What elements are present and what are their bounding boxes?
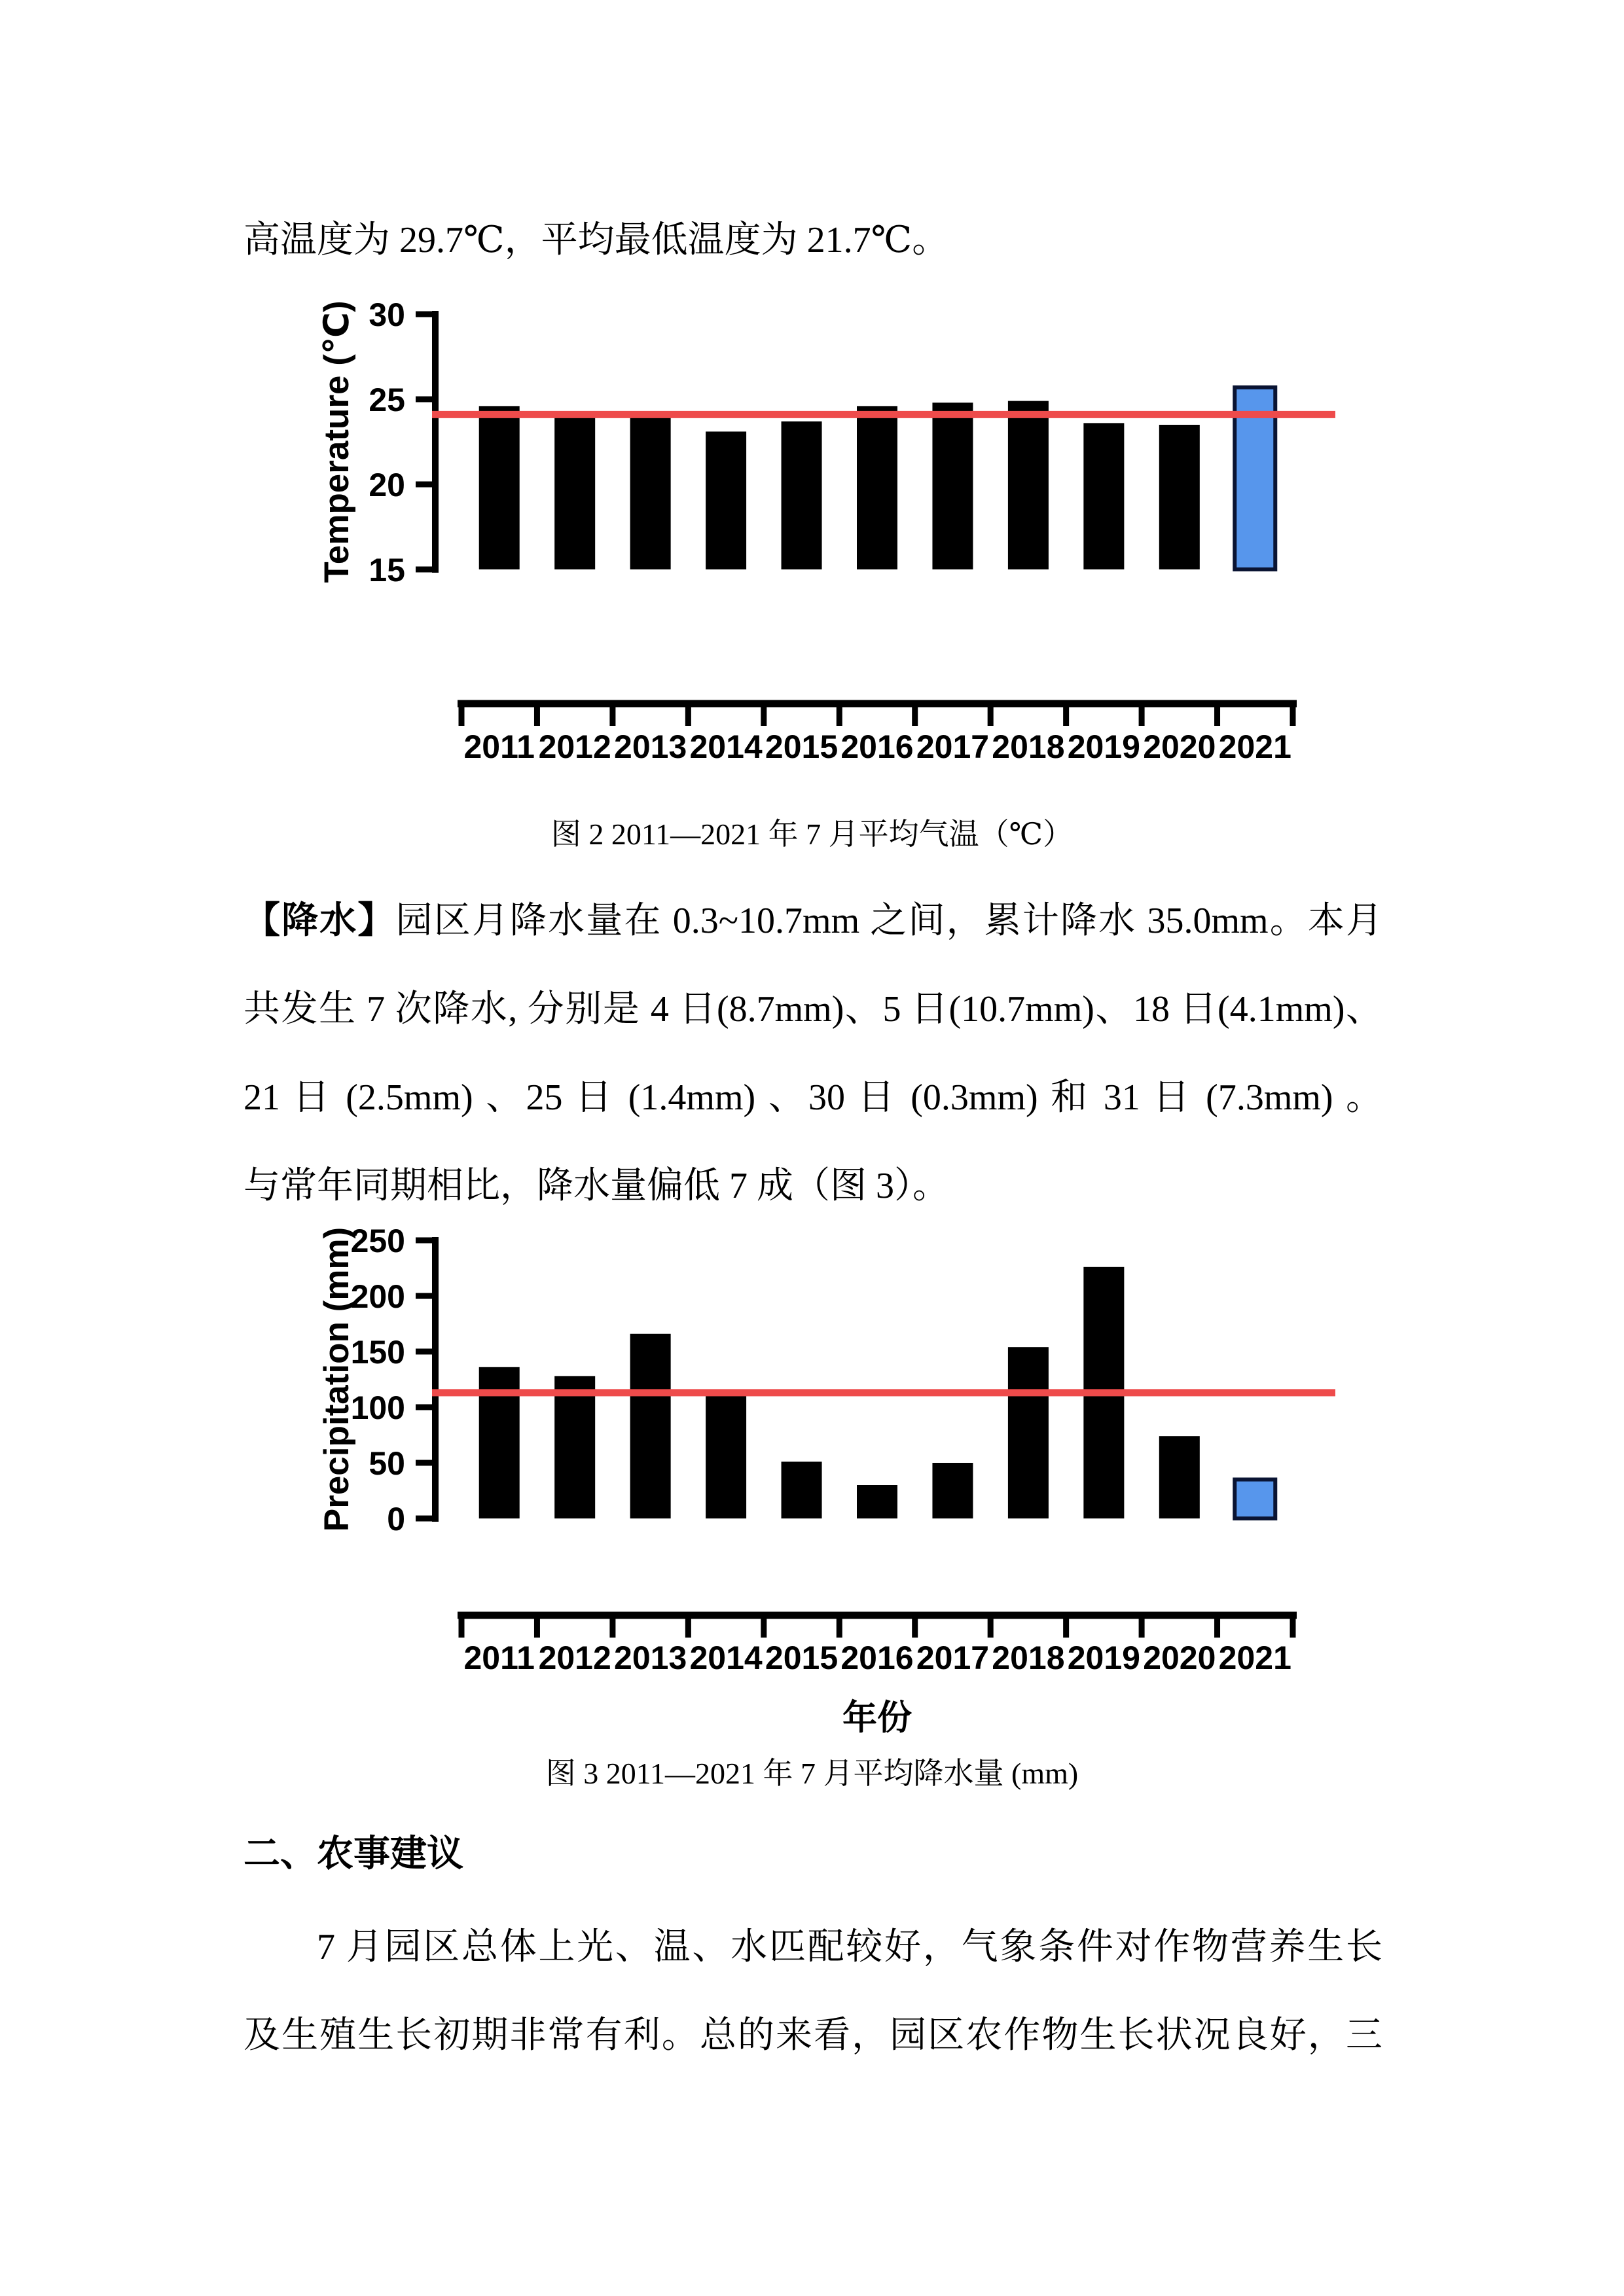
x-tick-label: 2021 (1218, 1640, 1291, 1676)
x-tick-label: 2017 (916, 1640, 990, 1676)
y-tick-label: 50 (369, 1445, 405, 1482)
y-tick-label: 250 (350, 1224, 405, 1259)
bar-2011 (479, 406, 520, 569)
section-heading: 二、农事建议 (244, 1834, 463, 1874)
figure-2-caption: 图 2 2011—2021 年 7 月平均气温（℃） (550, 817, 1074, 851)
y-tick-label: 20 (369, 467, 405, 503)
precip-paragraph-line-4: 与常年同期相比，降水量偏低 7 成（图 3）。 (244, 1166, 949, 1206)
bar-2013 (630, 1334, 671, 1518)
x-tick-label: 2015 (765, 1640, 839, 1676)
bar-2012 (554, 1376, 595, 1518)
x-tick-label: 2011 (463, 1640, 535, 1676)
x-tick-label: 2012 (538, 1640, 611, 1676)
y-axis-title: Temperature (℃) (317, 300, 356, 583)
bar-2017 (932, 1463, 973, 1518)
bar-2016 (857, 1485, 897, 1518)
advice-paragraph-line-1: 7 月园区总体上光、温、水匹配较好，气象条件对作物营养生长 (317, 1927, 1382, 1967)
bar-2015 (782, 1462, 822, 1518)
bar-2019 (1083, 423, 1124, 569)
y-tick-label: 200 (350, 1278, 405, 1315)
x-tick-label: 2013 (614, 728, 687, 765)
y-tick-label: 25 (369, 382, 405, 418)
y-tick-label: 15 (369, 552, 405, 588)
bar-2020 (1159, 425, 1200, 569)
x-tick-label: 2021 (1218, 728, 1291, 765)
precip-paragraph-line-3: 21 日 (2.5mm) 、25 日 (1.4mm) 、30 日 (0.3mm) 和 31 日 (7.3mm) 。 (244, 1077, 1383, 1118)
y-tick-label: 0 (387, 1501, 405, 1537)
x-tick-label: 2011 (463, 728, 535, 765)
x-tick-label: 2014 (689, 1640, 763, 1676)
intro-line: 高温度为 29.7℃，平均最低温度为 21.7℃。 (244, 220, 949, 260)
figure-2-temperature-chart (301, 295, 1348, 805)
y-tick-label: 100 (350, 1390, 405, 1426)
x-tick-label: 2013 (614, 1640, 687, 1676)
x-tick-label: 2015 (765, 728, 839, 765)
bar-2015 (782, 422, 822, 569)
x-tick-label: 2019 (1067, 728, 1140, 765)
figure-3-precipitation-chart (301, 1224, 1348, 1748)
x-tick-label: 2016 (840, 728, 914, 765)
bar-2018 (1008, 401, 1049, 569)
bar-2014 (706, 1391, 746, 1518)
precipitation-bar-chart (301, 1224, 1348, 1748)
x-axis-title: 年份 (842, 1698, 912, 1737)
bar-2012 (554, 416, 595, 569)
y-tick-label: 30 (369, 296, 405, 333)
x-tick-label: 2017 (916, 728, 990, 765)
temperature-bar-chart (301, 295, 1348, 805)
x-tick-label: 2014 (689, 728, 763, 765)
precip-section-label: 【降水】 (244, 901, 396, 941)
x-tick-label: 2016 (840, 1640, 914, 1676)
figure-3-caption: 图 3 2011—2021 年 7 月平均降水量 (mm) (545, 1757, 1079, 1790)
x-tick-label: 2018 (992, 1640, 1065, 1676)
bar-2020 (1159, 1436, 1200, 1518)
x-tick-label: 2019 (1067, 1640, 1140, 1676)
x-tick-label: 2018 (992, 728, 1065, 765)
bar-2016 (857, 406, 897, 569)
bar-2018 (1008, 1347, 1049, 1518)
bar-2013 (630, 414, 671, 569)
x-tick-label: 2020 (1143, 1640, 1216, 1676)
bar-2021 (1235, 1480, 1275, 1519)
y-axis-title: Precipitation (mm) (317, 1227, 356, 1532)
x-tick-label: 2012 (538, 728, 611, 765)
bar-2017 (932, 403, 973, 569)
precip-paragraph-line-2: 共发生 7 次降水, 分别是 4 日(8.7mm)、5 日(10.7mm)、18 日(4.1mm)、 (244, 989, 1382, 1030)
y-tick-label: 150 (350, 1334, 405, 1371)
precip-paragraph-line-1 (244, 877, 1382, 965)
advice-paragraph-line-2: 及生殖生长初期非常有利。总的来看，园区农作物生长状况良好，三 (244, 2015, 1382, 2056)
x-tick-label: 2020 (1143, 728, 1216, 765)
precip-line-1-text: 园区月降水量在 0.3~10.7mm 之间，累计降水 35.0mm。本月 (395, 901, 1382, 941)
bar-2014 (706, 431, 746, 569)
